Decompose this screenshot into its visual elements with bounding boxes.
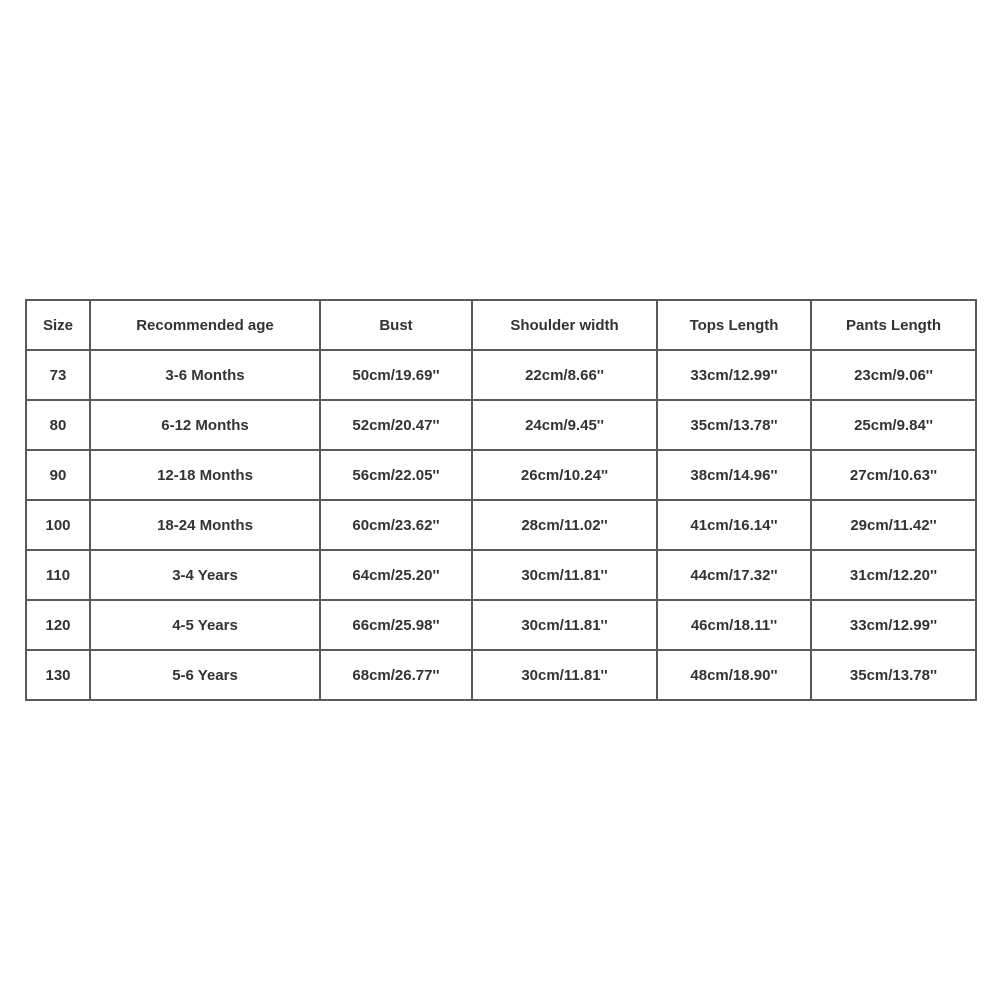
- cell-tops-length: 41cm/16.14'': [657, 500, 811, 550]
- cell-bust: 68cm/26.77'': [320, 650, 472, 700]
- header-size: Size: [26, 300, 90, 350]
- cell-recommended-age: 3-6 Months: [90, 350, 320, 400]
- size-chart-table: [25, 299, 977, 701]
- cell-pants-length: 25cm/9.84'': [811, 400, 976, 450]
- cell-size: 90: [26, 450, 90, 500]
- header-pants-length: Pants Length: [811, 300, 976, 350]
- cell-size: 130: [26, 650, 90, 700]
- table-row: [26, 450, 976, 500]
- table-row: [26, 600, 976, 650]
- header-tops-length: Tops Length: [657, 300, 811, 350]
- cell-bust: 52cm/20.47'': [320, 400, 472, 450]
- table-row: [26, 650, 976, 700]
- table-row: [26, 400, 976, 450]
- cell-tops-length: 44cm/17.32'': [657, 550, 811, 600]
- cell-shoulder-width: 22cm/8.66'': [472, 350, 657, 400]
- cell-recommended-age: 3-4 Years: [90, 550, 320, 600]
- cell-recommended-age: 6-12 Months: [90, 400, 320, 450]
- header-shoulder-width: Shoulder width: [472, 300, 657, 350]
- cell-size: 120: [26, 600, 90, 650]
- cell-tops-length: 33cm/12.99'': [657, 350, 811, 400]
- table-row: [26, 500, 976, 550]
- cell-shoulder-width: 28cm/11.02'': [472, 500, 657, 550]
- header-bust: Bust: [320, 300, 472, 350]
- cell-pants-length: 35cm/13.78'': [811, 650, 976, 700]
- header-recommended-age: Recommended age: [90, 300, 320, 350]
- cell-shoulder-width: 24cm/9.45'': [472, 400, 657, 450]
- cell-size: 73: [26, 350, 90, 400]
- cell-size: 100: [26, 500, 90, 550]
- cell-tops-length: 46cm/18.11'': [657, 600, 811, 650]
- cell-size: 80: [26, 400, 90, 450]
- cell-recommended-age: 18-24 Months: [90, 500, 320, 550]
- cell-bust: 64cm/25.20'': [320, 550, 472, 600]
- cell-shoulder-width: 30cm/11.81'': [472, 650, 657, 700]
- cell-shoulder-width: 30cm/11.81'': [472, 550, 657, 600]
- cell-bust: 60cm/23.62'': [320, 500, 472, 550]
- table-row: [26, 550, 976, 600]
- table-row: [26, 350, 976, 400]
- cell-shoulder-width: 26cm/10.24'': [472, 450, 657, 500]
- cell-bust: 50cm/19.69'': [320, 350, 472, 400]
- cell-pants-length: 27cm/10.63'': [811, 450, 976, 500]
- cell-pants-length: 31cm/12.20'': [811, 550, 976, 600]
- cell-recommended-age: 4-5 Years: [90, 600, 320, 650]
- cell-tops-length: 38cm/14.96'': [657, 450, 811, 500]
- cell-pants-length: 29cm/11.42'': [811, 500, 976, 550]
- cell-tops-length: 48cm/18.90'': [657, 650, 811, 700]
- table-header-row: [26, 300, 976, 350]
- cell-recommended-age: 5-6 Years: [90, 650, 320, 700]
- cell-tops-length: 35cm/13.78'': [657, 400, 811, 450]
- cell-pants-length: 23cm/9.06'': [811, 350, 976, 400]
- cell-pants-length: 33cm/12.99'': [811, 600, 976, 650]
- cell-bust: 56cm/22.05'': [320, 450, 472, 500]
- cell-shoulder-width: 30cm/11.81'': [472, 600, 657, 650]
- cell-recommended-age: 12-18 Months: [90, 450, 320, 500]
- cell-size: 110: [26, 550, 90, 600]
- cell-bust: 66cm/25.98'': [320, 600, 472, 650]
